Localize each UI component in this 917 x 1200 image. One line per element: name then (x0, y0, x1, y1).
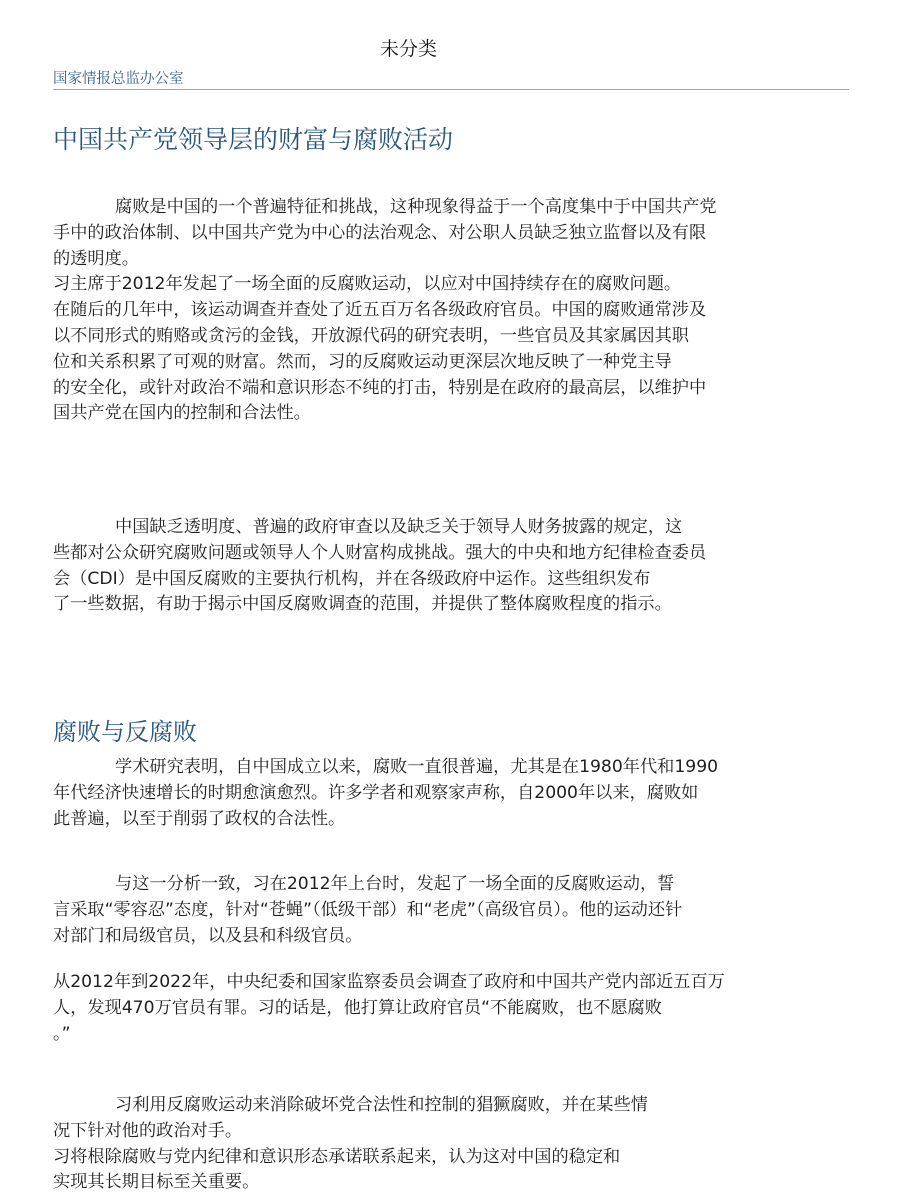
text-line: 些都对公众研究腐败问题或领导人个人财富构成挑战。强大的中央和地方纪律检查委员 (53, 542, 707, 563)
section2-paragraph-4 (53, 1093, 843, 1196)
section1-paragraph-2 (53, 515, 843, 618)
text-line: 习主席于2012年发起了一场全面的反腐败运动，以应对中国持续存在的腐败问题。 (53, 274, 682, 295)
section-heading: 腐败与反腐败 (53, 718, 197, 746)
text-line: 的安全化，或针对政治不端和意识形态不纯的打击，特别是在政府的最高层，以维护中 (53, 377, 707, 398)
text-line: 国共产党在国内的控制和合法性。 (53, 403, 311, 424)
text-line: 言采取“零容忍”态度，针对“苍蝇”（低级干部）和“老虎”（高级官员）。他的运动还针 (53, 899, 683, 920)
document-title: 中国共产党领导层的财富与腐败活动 (53, 125, 454, 154)
text-line: 习将根除腐败与党内纪律和意识形态承诺联系起来，认为这对中国的稳定和 (53, 1146, 621, 1167)
text-line: 对部门和局级官员，以及县和科级官员。 (53, 925, 363, 946)
text-line: 从2012年到2022年，中央纪委和国家监察委员会调查了政府和中国共产党内部近五百万 (53, 972, 725, 992)
text-line: 此普遍，以至于削弱了政权的合法性。 (53, 808, 346, 829)
section1-paragraph-1 (53, 195, 843, 427)
text-line: 腐败是中国的一个普遍特征和挑战，这种现象得益于一个高度集中于中国共产党 (115, 197, 717, 217)
section2-paragraph-3 (53, 970, 843, 1047)
text-line: 了一些数据，有助于揭示中国反腐败调查的范围，并提供了整体腐败程度的指示。 (53, 594, 672, 615)
header-divider (53, 89, 849, 90)
text-line: 实现其长期目标至关重要。 (53, 1172, 260, 1193)
agency-name: 国家情报总监办公室 (53, 71, 184, 87)
text-line: 在随后的几年中，该运动调查并查处了近五百万名各级政府官员。中国的腐败通常涉及 (53, 300, 707, 321)
classification-label: 未分类 (379, 38, 437, 60)
section2-paragraph-1 (53, 755, 843, 832)
text-line: 况下针对他的政治对手。 (53, 1120, 243, 1141)
text-line: 。” (53, 1023, 71, 1044)
text-line: 习利用反腐败运动来消除破坏党合法性和控制的猖獗腐败，并在某些情 (115, 1095, 648, 1115)
text-line: 以不同形式的贿赂或贪污的金钱，开放源代码的研究表明，一些官员及其家属因其职 (53, 325, 689, 346)
text-line: 位和关系积累了可观的财富。然而，习的反腐败运动更深层次地反映了一种党主导 (53, 351, 672, 372)
text-line: 年代经济快速增长的时期愈演愈烈。许多学者和观察家声称，自2000年以来，腐败如 (53, 782, 699, 803)
text-line: 会（CDI）是中国反腐败的主要执行机构，并在各级政府中运作。这些组织发布 (53, 568, 651, 589)
text-line: 的透明度。 (53, 248, 139, 269)
text-line: 手中的政治体制、以中国共产党为中心的法治观念、对公职人员缺乏独立监督以及有限 (53, 222, 707, 243)
text-line: 与这一分析一致，习在2012年上台时，发起了一场全面的反腐败运动，誓 (115, 874, 675, 894)
text-line: 学术研究表明，自中国成立以来，腐败一直很普遍，尤其是在1980年代和1990 (115, 757, 719, 777)
text-line: 人，发现470万官员有罪。习的话是，他打算让政府官员“不能腐败，也不愿腐败 (53, 997, 662, 1018)
section2-paragraph-2 (53, 872, 843, 949)
text-line: 中国缺乏透明度、普遍的政府审查以及缺乏关于领导人财务披露的规定，这 (115, 517, 683, 537)
